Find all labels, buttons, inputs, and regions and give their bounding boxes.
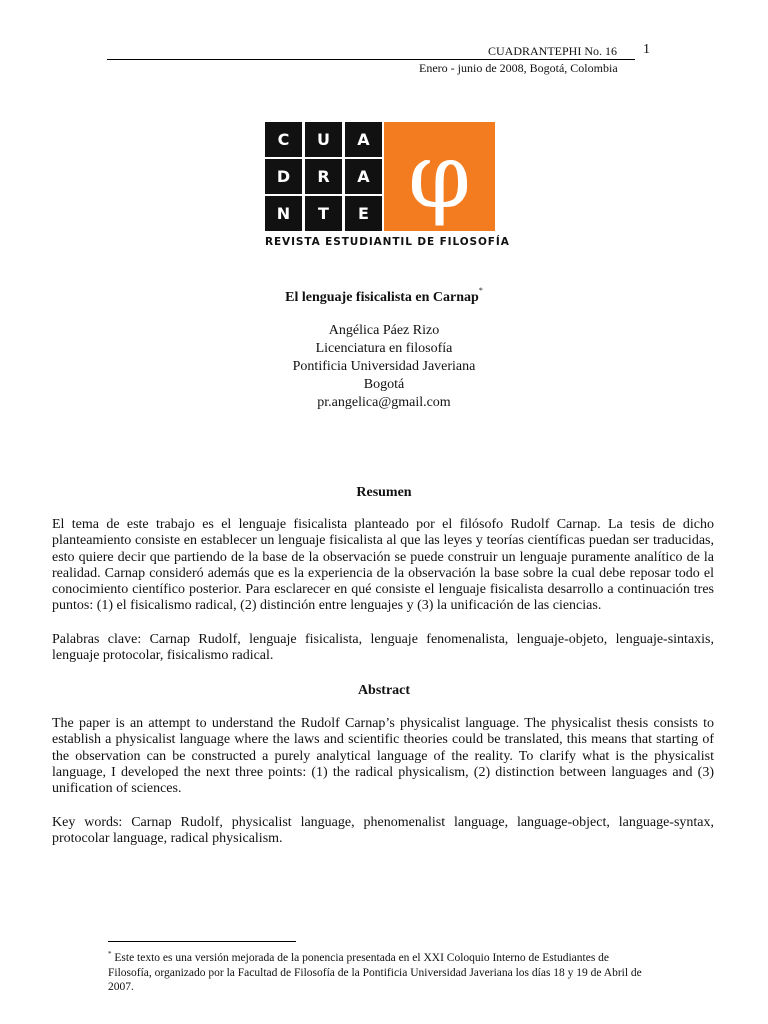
keywords-en-paragraph xyxy=(52,815,714,848)
logo-tagline: REVISTA ESTUDIANTIL DE FILOSOFÍA xyxy=(265,236,510,248)
article-title-text: El lenguaje fisicalista en Carnap xyxy=(285,290,479,305)
author-block xyxy=(0,322,768,412)
issue-date: Enero - junio de 2008, Bogotá, Colombia xyxy=(419,61,618,75)
resumen-text: El tema de este trabajo es el lenguaje fisicalista planteado por el filósofo Rudolf Carnap. La tesis de dicho planteamiento consiste en establecer un lenguaje fisicalista al que las leyes y teorías científicas puedan ser traducidas, esto quiere decir que partiendo de la base de la observación se puede construir un lenguaje puramente analítico de la realidad. Carnap consideró además que es la experiencia de la observación la base sobre la cual debe reposar todo el conocimiento científico posterior. Para esclarecer en qué consiste el lenguaje fisicalista desarrollo a continuación tres puntos: (1) el fisicalismo radical, (2) distinción entre lenguajes y (3) la unificación de las ciencias. xyxy=(52,517,714,614)
author-name: Angélica Páez Rizo xyxy=(328,323,440,338)
abstract-paragraph xyxy=(52,716,714,797)
phi-symbol-icon: φ xyxy=(384,122,495,231)
key-words: Key words: Carnap Rudolf, physicalist language, phenomenalist language, language-object, language-syntax, protocolar language, radical physicalism. xyxy=(52,815,714,847)
logo-letter: T xyxy=(305,196,342,231)
logo-letter: R xyxy=(305,159,342,194)
palabras-clave: Palabras clave: Carnap Rudolf, lenguaje fisicalista, lenguaje fenomenalista, lenguaje-objeto, lenguaje-sintaxis, lenguaje protocolar, fisicalismo radical. xyxy=(52,632,714,664)
keywords-es-paragraph xyxy=(52,632,714,665)
author-program: Licenciatura en filosofía xyxy=(315,341,453,356)
logo-letter: D xyxy=(265,159,302,194)
author-university: Pontificia Universidad Javeriana xyxy=(292,359,476,374)
logo-letter: A xyxy=(345,122,382,157)
journal-logo xyxy=(265,122,510,252)
resumen-heading: Resumen xyxy=(356,485,412,500)
author-city: Bogotá xyxy=(363,377,405,392)
resumen-paragraph xyxy=(52,517,714,615)
footnote-rule xyxy=(108,941,296,942)
logo-letter: C xyxy=(265,122,302,157)
logo-letter: U xyxy=(305,122,342,157)
abstract-text: The paper is an attempt to understand the Rudolf Carnap’s physicalist language. The physicalist thesis consists to establish a physicalist language where the laws and scientific theories could be translated, this means that starting of the observation can be constructed a purely analytical language of the reality. To clarify what is the physicalist language, I developed the next three points: (1) the radical physicalism, (2) distinction between languages and (3) unification of sciences. xyxy=(52,716,714,797)
page-number: 1 xyxy=(643,42,650,57)
footnote xyxy=(108,947,654,995)
header-rule xyxy=(107,59,635,60)
footnote-text: Este texto es una versión mejorada de la ponencia presentada en el XXI Coloquio Interno de Estudiantes de Filosofía, organizado por la Facultad de Filosofía de la Pontificia Universidad Javeriana los días 18 y 19 de Abril de 2007. xyxy=(108,952,642,993)
logo-letter-grid xyxy=(265,122,382,231)
footnote-mark: * xyxy=(108,950,112,958)
abstract-heading: Abstract xyxy=(357,683,411,698)
title-footnote-mark[interactable]: * xyxy=(478,286,483,295)
logo-letter: A xyxy=(345,159,382,194)
logo-letter: E xyxy=(345,196,382,231)
journal-name: CUADRANTEPHI No. 16 xyxy=(488,44,617,58)
author-email[interactable]: pr.angelica@gmail.com xyxy=(317,395,451,410)
logo-letter: N xyxy=(265,196,302,231)
article-title xyxy=(0,286,768,306)
